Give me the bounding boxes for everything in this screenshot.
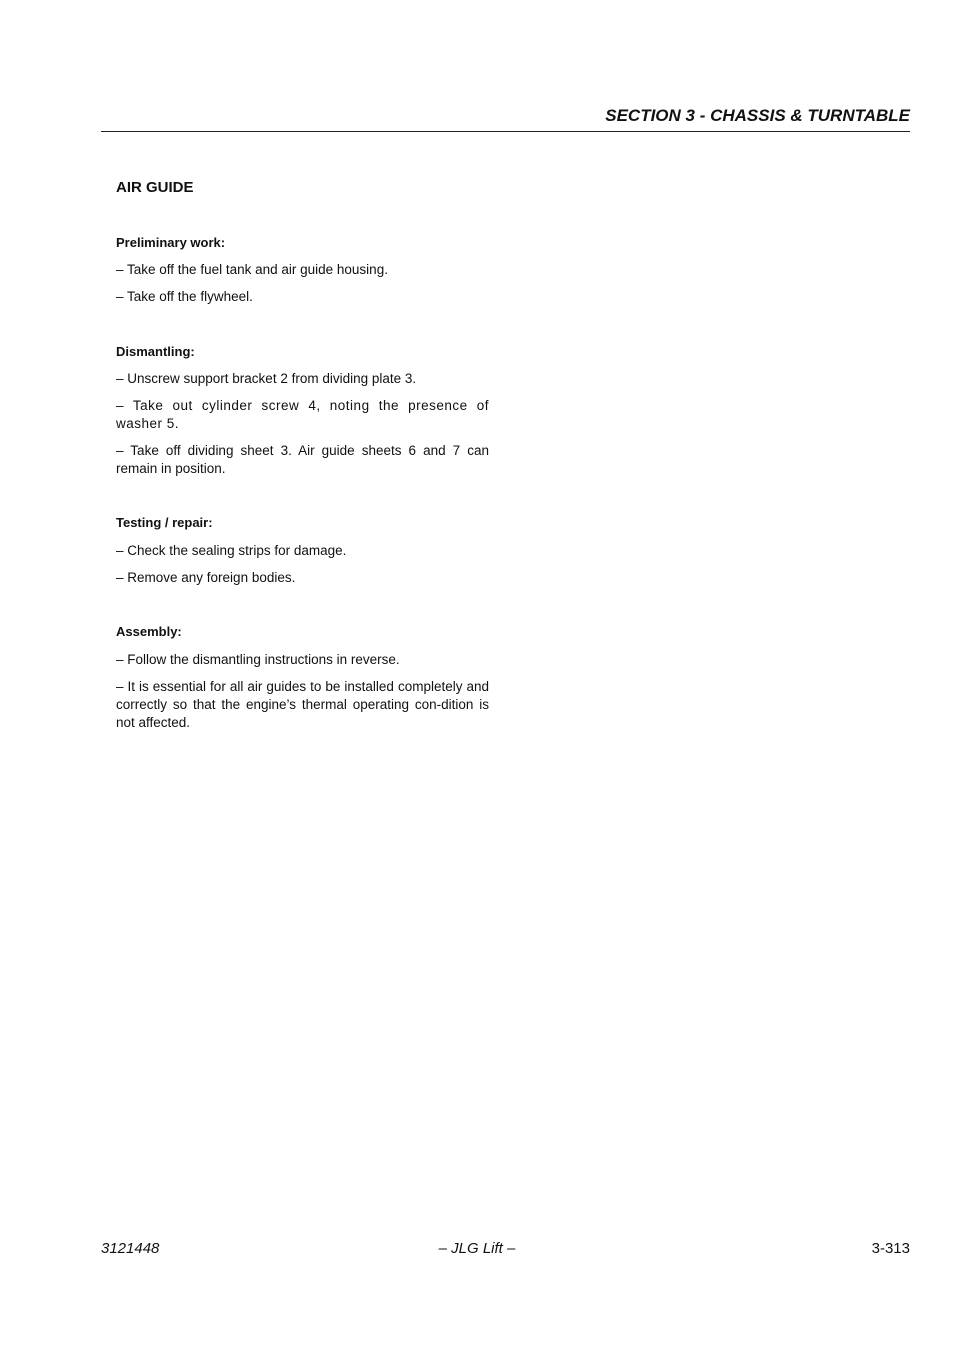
section-assembly <box>116 623 489 732</box>
footer-publisher: – JLG Lift – <box>438 1240 516 1257</box>
footer-doc-number: 3121448 <box>101 1240 160 1257</box>
list-item: – It is essential for all air guides to be installed completely and correctly so that the engine’s thermal operating con-dition is not affected. <box>116 679 489 730</box>
section-heading: Preliminary work: <box>116 235 226 250</box>
section-testing-repair <box>116 514 489 587</box>
section-preliminary-work <box>116 234 489 306</box>
section-header-title: SECTION 3 - CHASSIS & TURNTABLE <box>605 106 910 125</box>
section-heading: Assembly: <box>116 624 182 639</box>
list-item: – Remove any foreign bodies. <box>116 570 296 585</box>
header-divider <box>101 131 910 132</box>
list-item: – Unscrew support bracket 2 from dividing plate 3. <box>116 371 417 386</box>
main-content <box>116 178 489 732</box>
section-heading: Dismantling: <box>116 344 195 359</box>
footer-page-number: 3-313 <box>871 1240 910 1257</box>
list-item: – Take off the flywheel. <box>116 289 253 304</box>
list-item: – Take off the fuel tank and air guide housing. <box>116 262 388 277</box>
page-heading: AIR GUIDE <box>116 179 194 196</box>
list-item: – Take out cylinder screw 4, noting the presence of washer 5. <box>116 398 489 431</box>
list-item: – Check the sealing strips for damage. <box>116 543 347 558</box>
section-heading: Testing / repair: <box>116 515 213 530</box>
section-dismantling <box>116 343 489 478</box>
list-item: – Take off dividing sheet 3. Air guide sheets 6 and 7 can remain in position. <box>116 443 489 476</box>
list-item: – Follow the dismantling instructions in reverse. <box>116 652 400 667</box>
